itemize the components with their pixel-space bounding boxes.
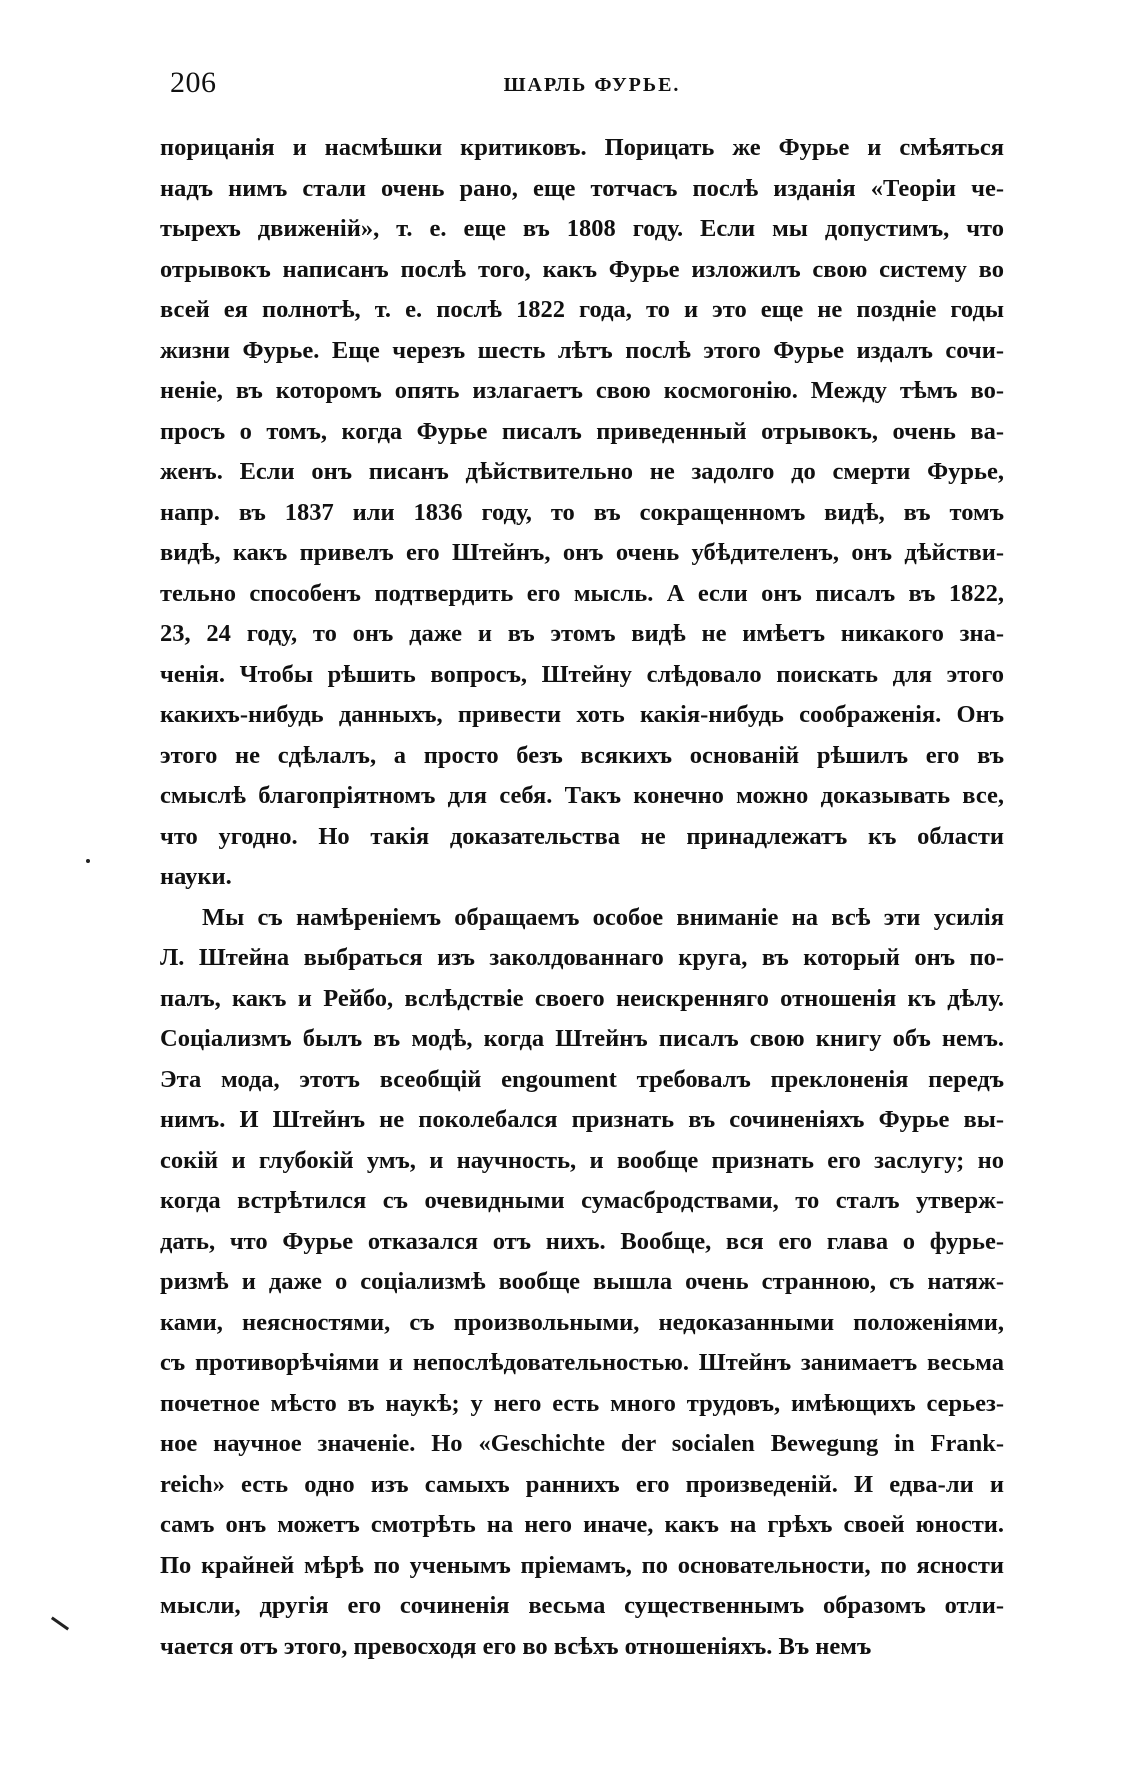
paragraph (160, 898, 1004, 1668)
text-line: Л. Штейна выбраться изъ заколдованнаго круга, въ который онъ по- (160, 944, 1004, 971)
body-text (160, 128, 1004, 1667)
text-line: ризмѣ и даже о соціализмѣ вообще вышла очень странною, съ натяж- (160, 1268, 1004, 1295)
text-line: неніе, въ которомъ опять излагаетъ свою космогонію. Между тѣмъ во- (160, 377, 1004, 404)
text-line: науки. (160, 863, 232, 890)
text-line: порицанія и насмѣшки критиковъ. Порицать же Фурье и смѣяться (160, 134, 1004, 161)
text-line: видѣ, какъ привелъ его Штейнъ, онъ очень убѣдителенъ, онъ дѣйстви- (160, 539, 1004, 566)
text-line: тырехъ движеній», т. е. еще въ 1808 году. Если мы допустимъ, что (160, 215, 1004, 242)
text-line: когда встрѣтился съ очевидными сумасбродствами, то сталъ утверж- (160, 1187, 1004, 1214)
text-line: надъ нимъ стали очень рано, еще тотчасъ послѣ изданія «Теоріи че- (160, 174, 1004, 202)
text-line: самъ онъ можетъ смотрѣть на него иначе, какъ на грѣхъ своей юности. (160, 1511, 1004, 1538)
text-line: мысли, другія его сочиненія весьма существеннымъ образомъ отли- (160, 1592, 1004, 1619)
page-number: 206 (170, 66, 217, 99)
text-line: Мы съ намѣреніемъ обращаемъ особое вниманіе на всѣ эти усилія (202, 903, 1004, 931)
text-line: Соціализмъ былъ въ модѣ, когда Штейнъ писалъ свою книгу объ немъ. (160, 1025, 1004, 1052)
text-line: дать, что Фурье отказался отъ нихъ. Вообще, вся его глава о фурье- (160, 1227, 1004, 1255)
text-line: почетное мѣсто въ наукѣ; у него есть много трудовъ, имѣющихъ серьез- (160, 1389, 1004, 1417)
text-line: что угодно. Но такія доказательства не принадлежатъ къ области (160, 822, 1004, 850)
text-line: ное научное значеніе. Но «Geschichte der socialen Bewegung in Frank- (160, 1430, 1004, 1457)
text-line: палъ, какъ и Рейбо, вслѣдствіе своего неискренняго отношенія къ дѣлу. (160, 984, 1004, 1012)
text-line: просъ о томъ, когда Фурье писалъ приведенный отрывокъ, очень ва- (160, 417, 1004, 445)
text-line: какихъ-нибудь данныхъ, привести хоть какія-нибудь соображенія. Онъ (160, 701, 1004, 728)
text-line: ченія. Чтобы рѣшить вопросъ, Штейну слѣдовало поискать для этого (160, 660, 1004, 688)
text-line: тельно способенъ подтвердить его мысль. А если онъ писалъ въ 1822, (160, 579, 1004, 607)
text-line: чается отъ этого, превосходя его во всѣхъ отношеніяхъ. Въ немъ (160, 1632, 872, 1660)
margin-dot-mark (86, 859, 90, 863)
text-line: reich» есть одно изъ самыхъ раннихъ его произведеній. И едва-ли и (160, 1470, 1004, 1498)
text-line: ками, неясностями, съ произвольными, недоказанными положеніями, (160, 1308, 1004, 1336)
text-line: Эта мода, этотъ всеобщій engoument требовалъ преклоненія передъ (160, 1065, 1004, 1093)
text-line: смыслѣ благопріятномъ для себя. Такъ конечно можно доказывать все, (160, 782, 1004, 809)
text-line: съ противорѣчіями и непослѣдовательностью. Штейнъ занимаетъ весьма (160, 1349, 1004, 1376)
paragraph (160, 128, 1004, 898)
text-line: напр. въ 1837 или 1836 году, то въ сокращенномъ видѣ, въ томъ (160, 498, 1004, 526)
text-line: По крайней мѣрѣ по ученымъ пріемамъ, по основательности, по ясности (160, 1551, 1004, 1579)
running-title: ШАРЛЬ ФУРЬЕ. (503, 74, 681, 96)
margin-tick-mark (51, 1617, 69, 1631)
text-line: 23, 24 году, то онъ даже и въ этомъ видѣ не имѣетъ никакого зна- (160, 620, 1004, 647)
text-line: нимъ. И Штейнъ не поколебался признать въ сочиненіяхъ Фурье вы- (160, 1106, 1004, 1133)
text-line: этого не сдѣлалъ, а просто безъ всякихъ основаній рѣшилъ его въ (160, 741, 1004, 769)
text-line: всей ея полнотѣ, т. е. послѣ 1822 года, то и это еще не поздніе годы (160, 296, 1004, 323)
page-header (170, 62, 1014, 102)
text-line: сокій и глубокій умъ, и научность, и вообще признать его заслугу; но (160, 1146, 1004, 1174)
text-line: женъ. Если онъ писанъ дѣйствительно не задолго до смерти Фурье, (160, 458, 1004, 485)
text-line: жизни Фурье. Еще черезъ шесть лѣтъ послѣ этого Фурье издалъ сочи- (160, 336, 1004, 364)
text-line: отрывокъ написанъ послѣ того, какъ Фурье изложилъ свою систему во (160, 255, 1004, 283)
